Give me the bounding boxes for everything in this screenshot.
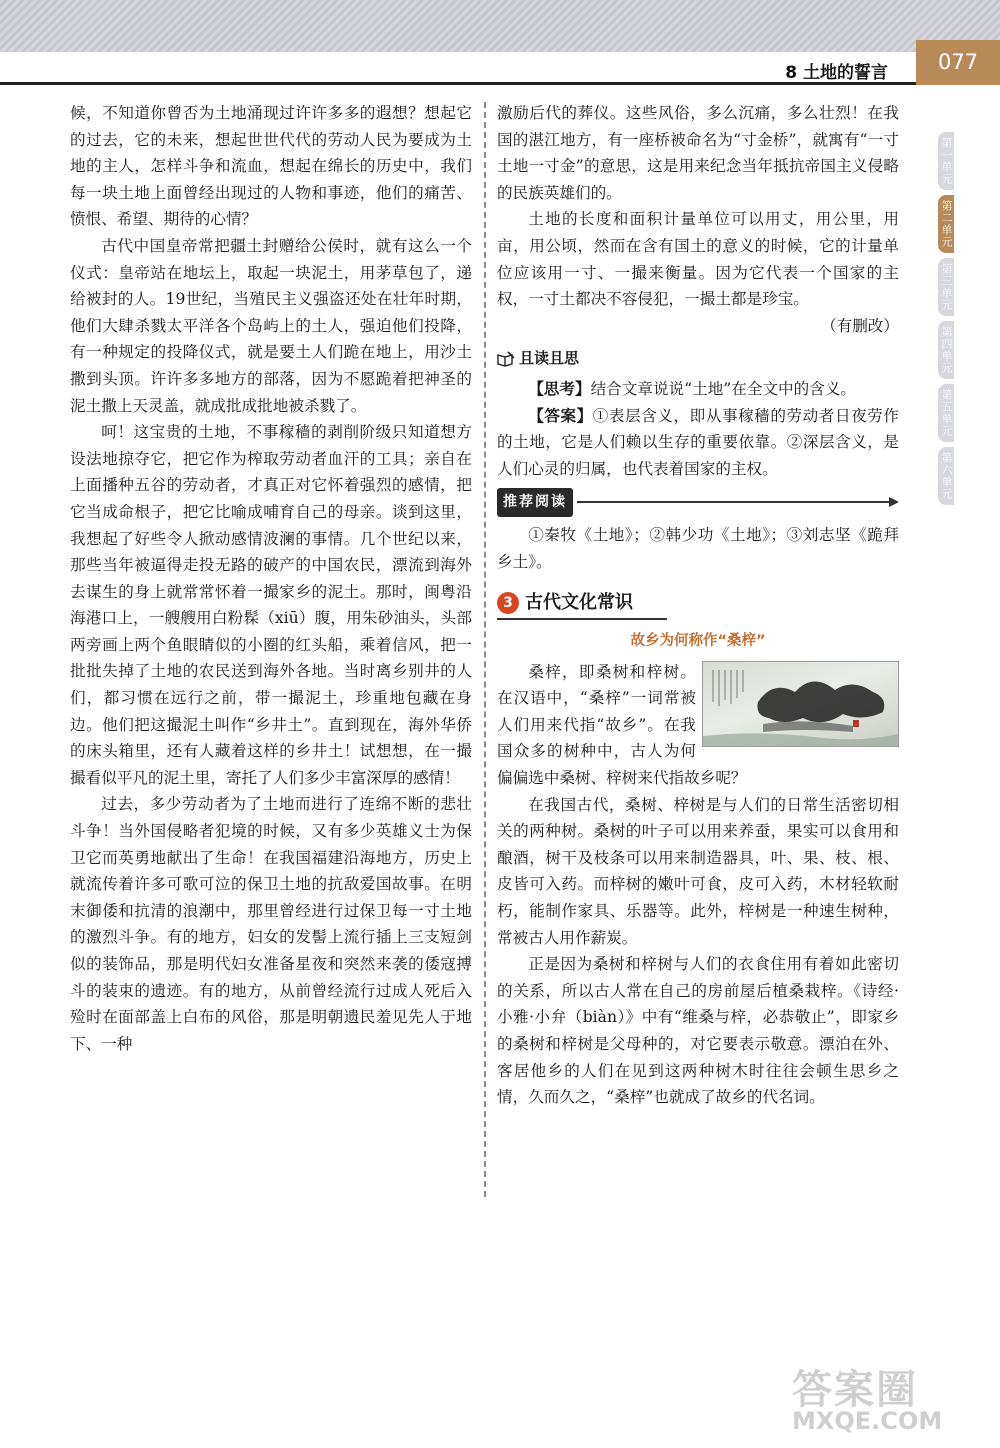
recommend-text: ①秦牧《土地》；②韩少功《土地》；③刘志坚《跪拜乡土》。	[497, 526, 899, 571]
reading-answer	[497, 403, 899, 483]
left-column	[70, 100, 472, 1057]
right-column	[497, 100, 899, 1111]
culture-intro: 桑梓，即桑树和梓树。在汉语中，“桑梓”一词常被人们用来代指“故乡”。在我国众多的树种中，古人为何偏偏选中桑树、梓树来代指故乡呢？	[497, 662, 747, 788]
reading-heading-text: 且读且思	[519, 349, 580, 368]
reading-question	[497, 376, 899, 403]
unit-tab-5[interactable]: 第五单元	[938, 384, 954, 442]
watermark-cn: 答案圈	[792, 1367, 918, 1413]
unit-tab-2[interactable]: 第二单元	[938, 195, 954, 253]
watermark-en: MXQE.COM	[792, 1407, 943, 1435]
answer-label: 【答案】	[528, 406, 593, 425]
culture-subtitle: 故乡为何称作“桑梓”	[630, 633, 766, 650]
body-paragraph: 激励后代的葬仪。这些风俗，多么沉痛，多么壮烈！在我国的湛江地方，有一座桥被命名为“寸金桥”，就寓有“一寸土地一寸金”的意思，这是用来纪念当年抵抗帝国主义侵略的民族英雄们的。	[497, 104, 899, 202]
answer-text: ①表层含义，即从事稼穑的劳动者日夜劳作的土地，它是人们赖以生存的重要依靠。②深层含义，是人们心灵的归属，也代表着国家的主权。	[497, 406, 899, 478]
unit-tabs	[938, 132, 1000, 510]
body-paragraph: 候，不知道你曾否为土地涌现过许许多多的遐想？想起它的过去，它的未来，想起世世代代的劳动人民为要成为土地的主人，怎样斗争和流血，想起在绵长的历史中，我们每一块土地上面曾经出现过的人物和事迹，他们的痛苦、愤恨、希望、期待的心情？	[70, 104, 472, 229]
unit-tab-3[interactable]: 第三单元	[938, 258, 954, 316]
page-number: 077	[916, 40, 1000, 85]
culture-paragraph: 在我国古代，桑树、梓树是与人们的日常生活密切相关的两种树。桑树的叶子可以用来养蚕，果实可以食用和酿酒，树干及枝条可以用来制造器具，叶、果、枝、根、皮皆可入药。而梓树的嫩叶可食，皮可入药，木材轻软耐朽，能制作家具、乐器等。此外，梓树是一种速生树种，常被古人用作薪炭。	[497, 795, 899, 947]
ink-painting-graphic	[703, 662, 898, 746]
reading-heading	[497, 345, 899, 372]
column-divider	[484, 102, 486, 1197]
body-paragraph: 土地的长度和面积计量单位可以用丈，用公里，用亩，用公顷，然而在含有国土的意义的时候，它的计量单位应该用一寸、一撮来衡量。因为它代表一个国家的主权，一寸土都决不容侵犯，一撮土都是珍宝。	[497, 210, 899, 309]
body-paragraph: 呵！这宝贵的土地，不事稼穑的剥削阶级只知道想方设法地掠夺它，把它作为榨取劳动者血汗的工具；亲自在上面播种五谷的劳动者，才真正对它怀着强烈的感情，把它当成命根子，把它比喻成哺育自己的母亲。谈到这里，我想起了好些令人掀动感情波澜的事情。几个世纪以来，那些当年被逼得走投无路的破产的中国农民，漂流到海外去谋生的身上就常常怀着一撮家乡的泥土。那时，闽粤沿海港口上，一艘艘用白粉髹（xiū）腹，用朱砂油头，头部两旁画上两个鱼眼睛似的小圈的红头船，乘着信风，把一批批失掉了土地的农民送到海外各地。当时离乡别井的人们，都习惯在远行之前，带一撮泥土，珍重地包藏在身边。他们把这撮泥土叫作“乡井土”。直到现在，海外华侨的床头箱里，还有人藏着这样的乡井土！试想想，在一撮撮看似平凡的泥土里，寄托了人们多少丰富深厚的感情！	[70, 423, 472, 787]
unit-tab-1[interactable]: 第一单元	[938, 132, 954, 190]
source-note: （有删改）	[821, 316, 899, 335]
question-text: 结合文章说说“土地”在全文中的含义。	[590, 379, 857, 398]
body-paragraph: 过去，多少劳动者为了土地而进行了连绵不断的悲壮斗争！当外国侵略者犯境的时候，又有多少英雄义士为保卫它而英勇地献出了生命！在我国福建沿海地方，历史上就流传着许多可歌可泣的保卫土地的抗敌爱国故事。在明末御倭和抗清的浪潮中，那里曾经进行过保卫每一寸土地的激烈斗争。有的地方，妇女的发髻上流行插上三支短剑似的装饰品，那是明代妇女准备星夜和突然来袭的倭寇搏斗的装束的遗迹。有的地方，从前曾经流行过成人死后入殓时在面部盖上白布的风俗，那是明朝遗民羞见先人于地下、一种	[70, 795, 472, 1053]
unit-tab-6[interactable]: 第六单元	[938, 447, 954, 505]
recommend-line	[577, 501, 889, 503]
culture-paragraph: 正是因为桑树和梓树与人们的衣食住用有着如此密切的关系，所以古人常在自己的房前屋后植桑栽梓。《诗经·小雅·小弁（biàn）》中有“维桑与梓，必恭敬止”，即家乡的桑树和梓树是父母种的，对它要表示敬意。漂泊在外、客居他乡的人们在见到这两种树木时往往会顿生思乡之情，久而久之，“桑梓”也就成了故乡的代名词。	[497, 955, 899, 1107]
pen-book-icon	[497, 351, 515, 367]
section-number-badge: 3	[497, 592, 519, 614]
recommend-bar	[497, 490, 899, 514]
unit-tab-4[interactable]: 第四单元	[938, 321, 954, 379]
watermark-logo	[792, 1358, 992, 1442]
body-paragraph: 古代中国皇帝常把疆土封赠给公侯时，就有这么一个仪式：皇帝站在地坛上，取起一块泥土，用茅草包了，递给被封的人。19世纪，当殖民主义强盗还处在壮年时期，他们大肆杀戮太平洋各个岛屿上的土人，强迫他们投降，有一种规定的投降仪式，就是要土人们跪在地上，用沙土撒到头顶。许许多多地方的部落，因为不愿跪着把神圣的泥土撒上天灵盖，就成批成批地被杀戮了。	[70, 236, 472, 415]
arrow-right-icon	[889, 497, 899, 507]
culture-title: 古代文化常识	[525, 591, 633, 613]
chapter-title: 8 土地的誓言	[785, 63, 888, 83]
recommend-label: 推荐阅读	[497, 488, 573, 517]
top-pattern-band	[0, 0, 1000, 52]
chapter-header	[0, 52, 916, 85]
culture-heading	[497, 590, 667, 621]
landscape-painting-image	[702, 661, 899, 747]
question-label: 【思考】	[528, 379, 591, 398]
